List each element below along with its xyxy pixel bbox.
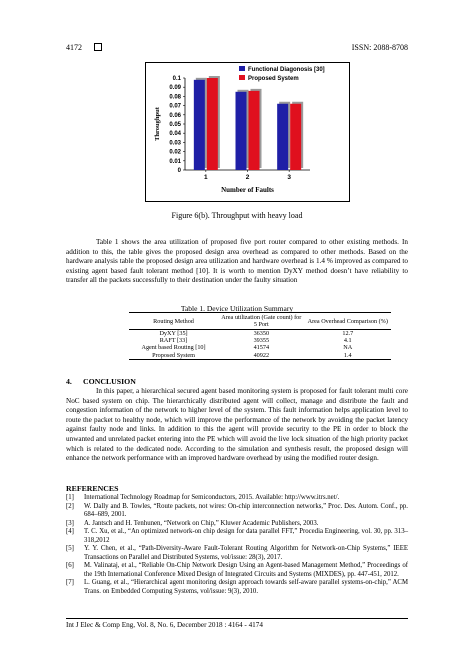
- table-cell: DyXY [35]: [159, 330, 188, 337]
- bar: [249, 91, 260, 170]
- reference-item: [66, 503, 408, 520]
- table-row: [129, 344, 391, 351]
- references-heading: REFERENCES: [66, 484, 119, 493]
- x-tick-label: 2: [245, 174, 250, 181]
- y-axis-label: Throughput: [154, 107, 161, 141]
- table-header-row: [129, 313, 391, 330]
- issn: ISSN: 2088-8708: [351, 43, 408, 52]
- column-header: Area Overhead Comparison (%): [305, 313, 391, 330]
- reference-text: W. Dally and B. Towles, “Route packets, not wires: On-chip interconnection networks,” Proc. Des. Autom. Conf., pp. 684–689, 2001.: [84, 502, 408, 518]
- reference-number: [7]: [66, 579, 74, 586]
- table-cell: Agent based Routing [10]: [141, 344, 206, 352]
- section-title: CONCLUSION: [83, 377, 136, 386]
- table-row: [129, 337, 391, 344]
- conclusion-heading: [66, 377, 136, 386]
- x-tick-label: 1: [204, 174, 208, 181]
- x-axis-label: Number of Faults: [221, 186, 274, 194]
- reference-number: [3]: [66, 519, 74, 527]
- table-cell: 40922: [218, 352, 304, 360]
- reference-number: [2]: [66, 502, 74, 510]
- utilization-table: [129, 312, 391, 360]
- y-tick-label: 0.05: [169, 122, 181, 128]
- page-footer: Int J Elec & Comp Eng, Vol. 8, No. 6, December 2018 : 4164 - 4174: [66, 618, 408, 629]
- legend-label: Proposed System: [248, 76, 299, 82]
- reference-number: [4]: [66, 528, 74, 535]
- reference-text: A. Jantsch and H. Tenhunen, “Network on Chip,” Kluwer Academic Publishers, 2003.: [84, 519, 319, 527]
- y-tick-label: 0.06: [169, 112, 181, 119]
- column-header: Routing Method: [129, 313, 218, 330]
- legend-swatch: [239, 66, 245, 71]
- y-tick-label: 0.07: [169, 103, 181, 110]
- y-tick-label: 0.03: [169, 140, 181, 147]
- table-caption: Table 1. Device Utilization Summary: [180, 304, 294, 313]
- reference-item: [66, 528, 408, 545]
- y-tick-label: 0: [177, 168, 181, 174]
- body-paragraph: Table 1 shows the area utilization of proposed five port router compared to other existing methods. In addition to this, the table gives the proposed design area overhead as compared to other methods. Based on the hardware analysis table the proposed design area utilization and hardware overhead is 1.4 % improved as compared to existing agent based fault tolerant method [10]. It is worth to mention DyXY method doesn’t have reliability to transfer all the packets successfully to their destination under the faulty situation: [66, 238, 408, 285]
- table-cell: 12.7: [342, 330, 354, 337]
- reference-list: [66, 494, 408, 596]
- table-cell: 36350: [253, 330, 270, 337]
- table-cell: 41574: [253, 344, 270, 352]
- reference-text: Y. Y. Chen, et al., “Path-Diversity-Aware Fault-Tolerant Routing Algorithm for Network-on-Chip Systems,” IEEE Transactions on Parallel and Distributed Systems, vol/issue: 28(3), 2017.: [84, 545, 408, 561]
- y-tick-label: 0.09: [169, 85, 181, 92]
- square-icon: [94, 43, 102, 51]
- x-tick-label: 3: [287, 174, 291, 181]
- table-row: [129, 330, 391, 338]
- reference-item: [66, 562, 408, 579]
- table-cell: Proposed System: [129, 352, 218, 360]
- table-cell: 39355: [253, 337, 270, 345]
- reference-number: [5]: [66, 545, 74, 552]
- reference-number: [1]: [66, 494, 74, 501]
- y-tick-label: 0.02: [169, 149, 181, 156]
- bar: [290, 104, 301, 170]
- reference-item: [66, 494, 408, 503]
- figure-caption: Figure 6(b). Throughput with heavy load: [171, 211, 303, 220]
- table-cell: NA: [343, 344, 353, 352]
- section-number: 4.: [66, 377, 72, 386]
- reference-text: M. Valinataj, et al., “Reliable On-Chip Network Design Using an Agent-based Management Method,” Proceedings of the 19th International Conference Mixed Design of Integrated Circuits and Systems (MIXDES), pp. 447-451, 2012.: [84, 562, 408, 578]
- legend-swatch: [239, 75, 245, 80]
- reference-number: [6]: [66, 562, 74, 569]
- reference-item: [66, 579, 408, 596]
- y-tick-label: 0.08: [169, 94, 181, 101]
- column-header: Area utilization (Gate count) for 5 Port: [218, 313, 304, 330]
- conclusion-paragraph: In this paper, a hierarchical secured agent based monitoring system is proposed for fault tolerant multi core NoC based system on chip. The hierarchically distributed agent will collect, manage and distribute the fault and congestion information of the network to higher level of the system. This fault information helps application level to route the packet to healthy node, which will improve the performance of the network by avoiding the packet latency against faulty node and links. In addition to this the agent will provide security to the PE in order to block the unwanted and unrelated packet entering into the PE which will avoid the live lock situation of the high priority packet which is related to the dedicated node. According to the simulation and synthesis result, the proposed design will enhance the network performance with an improved hardware overhead by using the modified router design.: [66, 387, 408, 463]
- bar: [236, 92, 247, 170]
- reference-text: T. C. Xu, et al., “An optimized network-on chip design for data parallel FFT,” Procedia Engineering, vol. 30, pp. 313–318,2012: [84, 528, 408, 544]
- table-cell: 1.4: [305, 352, 391, 360]
- table-row: [129, 352, 391, 360]
- y-tick-label: 0.01: [169, 158, 181, 165]
- bar: [277, 104, 288, 170]
- legend-label: Functional Diagonosis [30]: [248, 67, 325, 73]
- y-tick-label: 0.1: [172, 76, 181, 82]
- reference-item: [66, 520, 408, 529]
- reference-text: L. Guang, et al., “Hierarchical agent monitoring design approach towards self-aware parallel systems-on-chip,” ACM Trans. on Embedded Computing Systems, vol/issue: 9(3), 2010.: [84, 579, 408, 595]
- throughput-bar-chart: [145, 62, 350, 202]
- bar: [207, 78, 218, 170]
- page-number: 4172: [66, 43, 82, 52]
- reference-text: International Technology Roadmap for Semiconductors, 2015. Available: http://www.itrs.net/.: [84, 494, 340, 501]
- table-cell: 4.1: [343, 337, 352, 345]
- table-cell: RAFT [33]: [159, 337, 188, 345]
- y-tick-label: 0.04: [169, 131, 181, 138]
- reference-item: [66, 545, 408, 562]
- bar: [194, 80, 205, 170]
